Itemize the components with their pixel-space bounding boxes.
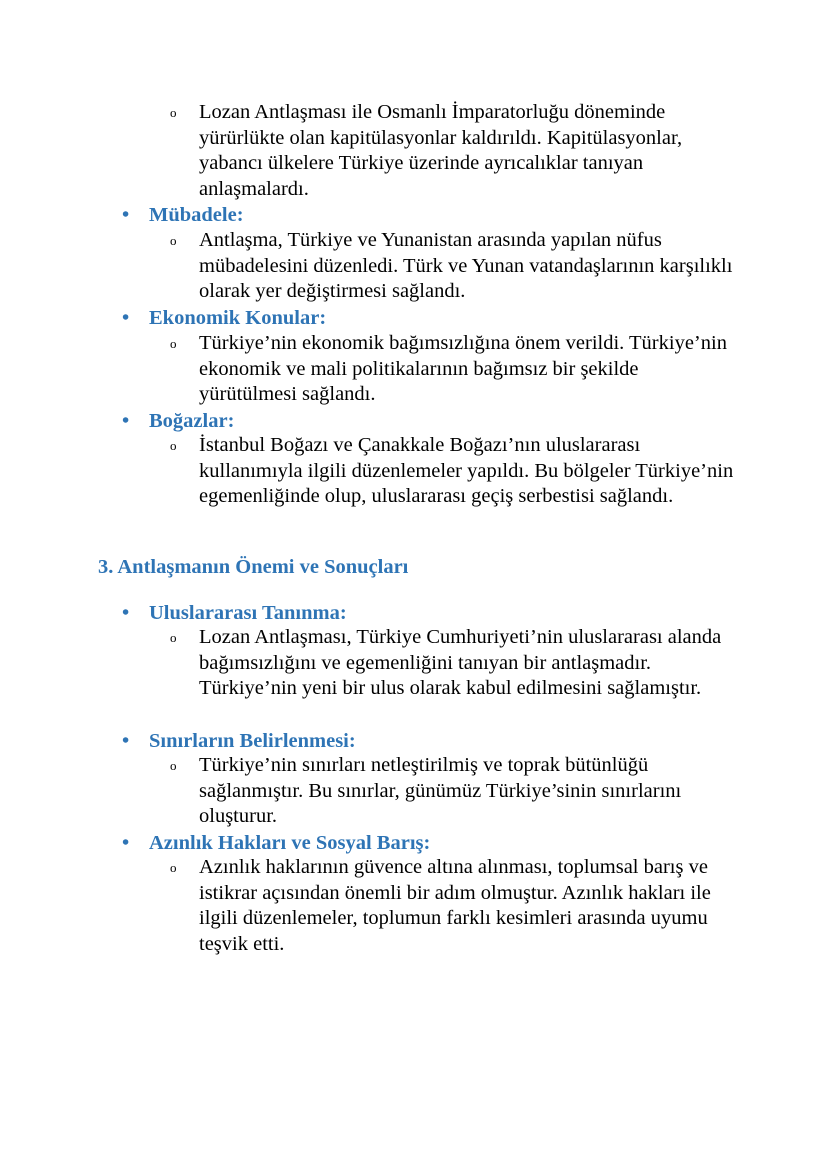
bullet-heading: Boğazlar:	[149, 410, 235, 432]
list-item-text: Lozan Antlaşması ile Osmanlı İmparatorluğu döneminde yürürlükte olan kapitülasyonlar kaldırıldı. Kapitülasyonlar, yabancı ülkelere Türkiye üzerinde ayrıcalıklar tanıyan anlaşmalardı.	[199, 101, 683, 201]
list-item-text: Türkiye’nin ekonomik bağımsızlığına önem verildi. Türkiye’nin ekonomik ve mali politikalarının bağımsız bir şekilde yürütülmesi sağlandı.	[199, 332, 727, 406]
bullet-heading: Sınırların Belirlenmesi:	[149, 730, 356, 752]
bullet-icon: •	[122, 730, 130, 752]
bullet-icon: •	[122, 307, 130, 329]
sub-bullet-icon: o	[170, 438, 177, 453]
bullet-icon: •	[122, 832, 130, 854]
list-item-text: Lozan Antlaşması, Türkiye Cumhuriyeti’nin uluslararası alanda bağımsızlığını ve egemenliğini tanıyan bir antlaşmadır. Türkiye’nin yeni bir ulus olarak kabul edilmesini sağlamıştır.	[199, 626, 722, 700]
list-item-text: İstanbul Boğazı ve Çanakkale Boğazı’nın uluslararası kullanımıyla ilgili düzenlemeler yapıldı. Bu bölgeler Türkiye’nin egemenliğinde olup, uluslararası geçiş serbestisi sağlandı.	[199, 434, 734, 508]
sub-bullet-icon: o	[170, 758, 177, 773]
sub-bullet-icon: o	[170, 860, 177, 875]
list-item-text: Azınlık haklarının güvence altına alınması, toplumsal barış ve istikrar açısından önemli bir adım olmuştur. Azınlık hakları ile ilgili düzenlemeler, toplumun farklı kesimleri arasında uyumu teşvik etti.	[199, 856, 711, 956]
bullet-heading: Azınlık Hakları ve Sosyal Barış:	[149, 832, 431, 854]
bullet-icon: •	[122, 204, 130, 226]
bullet-heading: Uluslararası Tanınma:	[149, 602, 347, 624]
sub-bullet-icon: o	[170, 233, 177, 248]
bullet-heading: Mübadele:	[149, 204, 244, 226]
sub-bullet-icon: o	[170, 336, 177, 351]
bullet-icon: •	[122, 410, 130, 432]
sub-bullet-icon: o	[170, 105, 177, 120]
list-item-text: Türkiye’nin sınırları netleştirilmiş ve toprak bütünlüğü sağlanmıştır. Bu sınırlar, günümüz Türkiye’sinin sınırlarını oluşturur.	[199, 754, 682, 828]
list-item-text: Antlaşma, Türkiye ve Yunanistan arasında yapılan nüfus mübadelesini düzenledi. Türk ve Yunan vatandaşlarının karşılıklı olarak yer değiştirmesi sağlandı.	[199, 229, 733, 303]
bullet-icon: •	[122, 602, 130, 624]
bullet-heading: Ekonomik Konular:	[149, 307, 327, 329]
sub-bullet-icon: o	[170, 630, 177, 645]
section-heading: 3. Antlaşmanın Önemi ve Sonuçları	[98, 556, 409, 578]
